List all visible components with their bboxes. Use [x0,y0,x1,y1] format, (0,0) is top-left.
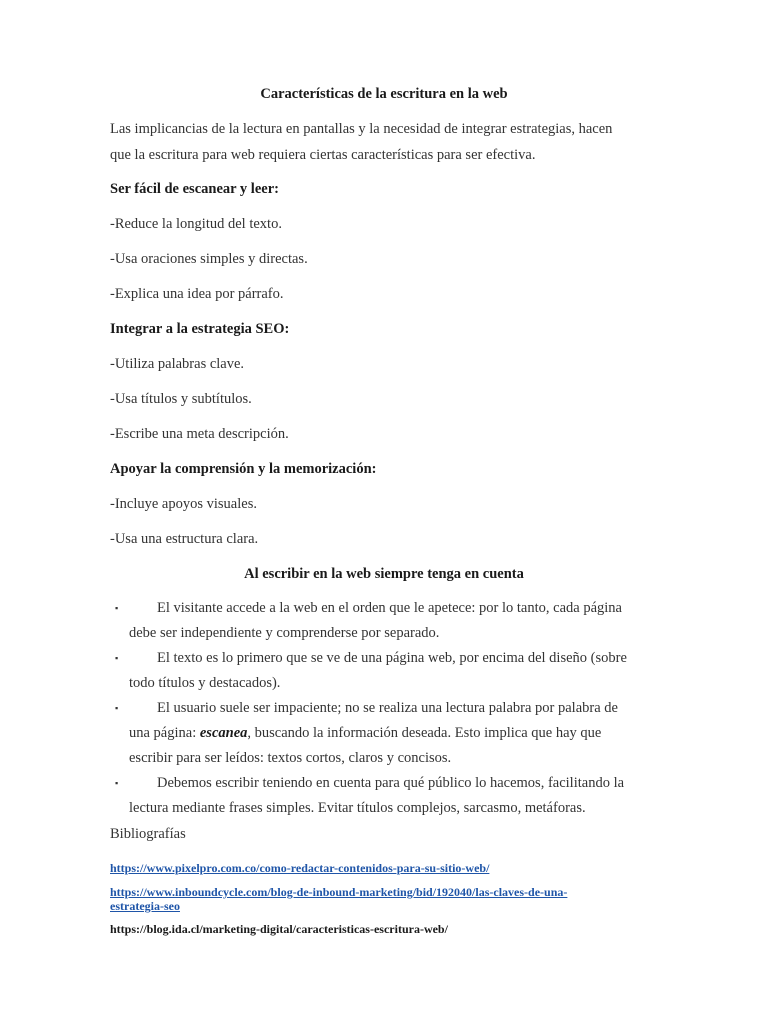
bullet-text: lectura mediante frases simples. Evitar títulos complejos, sarcasmo, metáforas. [129,800,586,816]
bullet-marker: ▪ [115,603,119,613]
list-item: -Usa títulos y subtítulos. [110,391,252,407]
intro-line-1: Las implicancias de la lectura en pantallas y la necesidad de integrar estrategias, hacen [110,121,613,137]
reference-link[interactable]: https://www.pixelpro.com.co/como-redactar-contenidos-para-su-sitio-web/ [110,861,490,875]
bullet-text: Debemos escribir teniendo en cuenta para qué público lo hacemos, facilitando la [157,775,625,791]
intro-line-2: que la escritura para web requiera ciertas características para ser efectiva. [110,147,536,163]
list-item: -Escribe una meta descripción. [110,426,289,442]
list-item: -Usa oraciones simples y directas. [110,251,308,267]
bullet-text: una página: [129,725,200,741]
bullet-text: El visitante accede a la web en el orden que le apetece: por lo tanto, cada página [157,600,622,616]
emphasis-word: escanea [199,725,248,741]
list-item: -Explica una idea por párrafo. [110,286,284,302]
bullet-text: , buscando la información deseada. Esto implica que hay que [247,725,602,741]
bullet-text: todo títulos y destacados). [129,675,281,691]
list-item: -Usa una estructura clara. [110,531,259,547]
bullet-text: debe ser independiente y comprenderse por separado. [129,625,440,641]
document-title: Características de la escritura en la web [260,86,508,102]
bullet-text-with-emphasis [129,725,601,742]
reference-text: https://blog.ida.cl/marketing-digital/caracteristicas-escritura-web/ [110,922,448,936]
bullet-text: escribir para ser leídos: textos cortos, claros y concisos. [129,750,452,766]
section-heading-seo: Integrar a la estrategia SEO: [110,321,290,337]
bullet-marker: ▪ [115,778,119,788]
list-item: -Reduce la longitud del texto. [110,216,282,232]
bullet-text: El texto es lo primero que se ve de una página web, por encima del diseño (sobre [157,650,627,666]
list-item: -Incluye apoyos visuales. [110,496,257,512]
bullet-marker: ▪ [115,703,119,713]
section-heading-scan: Ser fácil de escanear y leer: [110,181,279,197]
bullet-marker: ▪ [115,653,119,663]
bullets-subtitle: Al escribir en la web siempre tenga en cuenta [244,566,524,582]
reference-link[interactable]: https://www.inboundcycle.com/blog-de-inbound-marketing/bid/192040/las-claves-de-una- [110,885,568,899]
bibliography-heading: Bibliografías [110,826,186,842]
reference-link-continuation[interactable]: estrategia-seo [110,899,180,913]
bullet-text: El usuario suele ser impaciente; no se realiza una lectura palabra por palabra de [157,700,618,716]
list-item: -Utiliza palabras clave. [110,356,245,372]
section-heading-comprehension: Apoyar la comprensión y la memorización: [110,461,377,477]
